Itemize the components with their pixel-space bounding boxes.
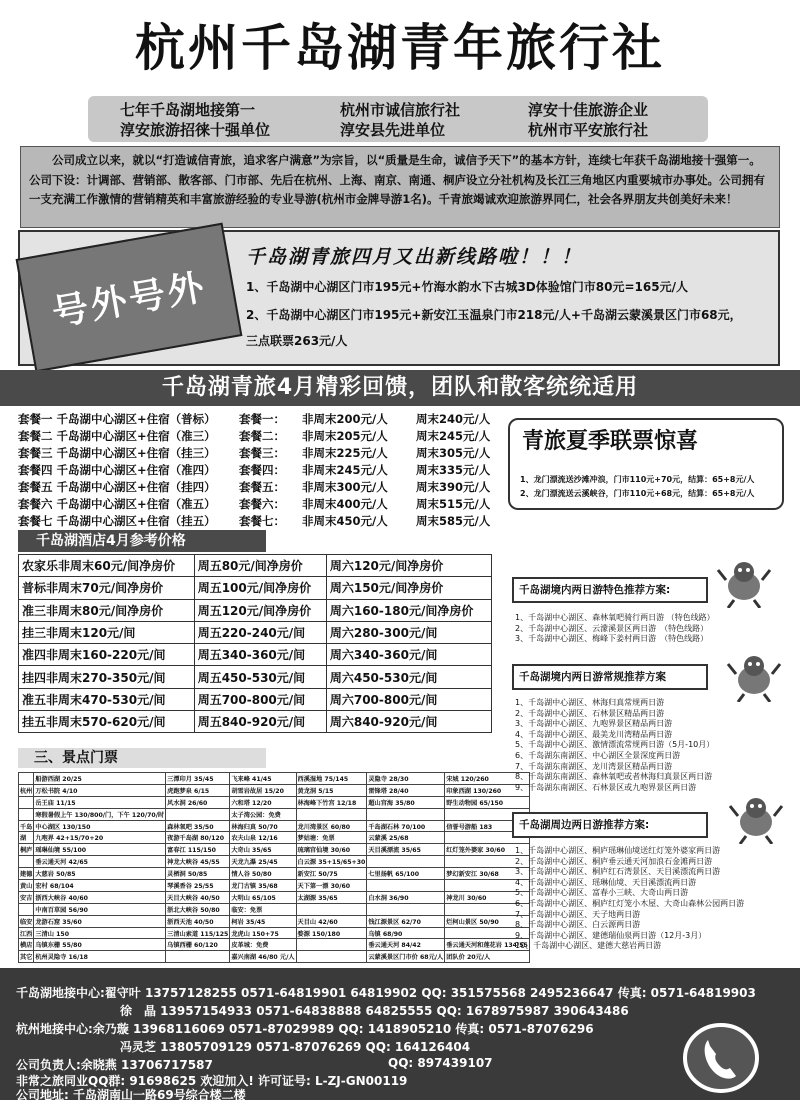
table-cell: 虎跑梦泉 6/15 xyxy=(166,784,230,796)
table-cell: 柯岩 35/45 xyxy=(230,915,296,927)
around-routes-list xyxy=(515,846,790,952)
list-item: 3、千岛湖中心湖区、梅峰下姜村两日游 （特色线路） xyxy=(515,634,709,644)
table-cell xyxy=(296,951,367,963)
table-cell: 浙北大峡谷 50/80 xyxy=(166,903,230,915)
table-cell xyxy=(19,903,34,915)
table-cell: 婺源 150/180 xyxy=(296,927,367,939)
table-cell xyxy=(367,856,445,868)
contact-line-1: 千岛湖地接中心:翟守叶 13757128255 0571-64819901 64819902 QQ: 351575568 2495236647 传真: 0571-64819903 xyxy=(16,986,756,1000)
table-cell: 天龙九瀑 25/45 xyxy=(230,856,296,868)
table-cell: 琴溪香谷 25/55 xyxy=(166,880,230,892)
list-item: 7、千岛湖东南湖区、龙川湾景区精品两日游 xyxy=(515,761,673,771)
extra-headline: 千岛湖青旅四月又出新线路啦！！！ xyxy=(246,246,583,268)
table-row xyxy=(19,927,530,939)
list-item: 5、千岛湖中心湖区、激情漂流常规两日游（5月-10月） xyxy=(515,740,715,750)
table-cell: 天目溪漂流 35/65 xyxy=(367,844,445,856)
table-cell: 临安 xyxy=(19,915,34,927)
table-cell: 乌镇东栅 55/80 xyxy=(34,939,166,951)
table-cell xyxy=(367,903,445,915)
table-row: 农家乐非周末60元/间净房价 周五80元/间净房价 周六120元/间净房价 xyxy=(19,555,492,577)
table-row: 准四非周末160-220元/间 周五340-360元/间 周六340-360元/间 xyxy=(19,644,492,666)
package-row: 套餐三 千岛湖中心湖区+住宿（挂三） 套餐三： 非周末225元/人 周末305元/人 xyxy=(18,446,491,460)
honor-2: 杭州市诚信旅行社 xyxy=(340,101,461,119)
table-row: 挂四非周末270-350元/间 周五450-530元/间 周六450-530元/间 xyxy=(19,666,492,688)
table-cell: 临安：免票 xyxy=(230,903,296,915)
contact-line-3: 杭州地接中心:余乃璇 13968116069 0571-87029989 QQ: 1418905210 传真: 0571-87076296 xyxy=(16,1022,594,1036)
table-cell: 灵隐寺 28/30 xyxy=(367,773,445,785)
table-cell: 印象西湖 130/260 xyxy=(445,784,530,796)
table-cell: 杭州 xyxy=(19,784,34,796)
list-item: 2、千岛湖中心湖区、石林景区精品两日游 xyxy=(515,708,665,718)
table-cell xyxy=(296,903,367,915)
list-item: 9、千岛湖东南湖区、石林景区或九咆界景区两日游 xyxy=(515,782,697,792)
table-cell: 烂柯山景区 50/90 xyxy=(445,915,530,927)
list-item: 1、千岛湖中心湖区、桐庐瑶琳仙境送红灯笼外婆家两日游 xyxy=(515,846,721,855)
list-item: 9、千岛湖中心湖区、建德瑞仙泉两日游（12月-3月） xyxy=(515,930,707,940)
list-item: 2、千岛湖中心湖区、云濛溪景区两日游 （特色线路） xyxy=(515,623,709,633)
table-cell: 琉璃宫仙境 30/60 xyxy=(296,844,367,856)
summer-line-2: 2、龙门漂流送云溪峡谷，门市110元+68元，结算：65+8元/人 xyxy=(520,489,755,498)
extra-badge: 号外号外 xyxy=(16,223,243,373)
contact-line-2: 徐 晶 13957154933 0571-64838888 64825555 QQ: 1678975987 390643486 xyxy=(120,1004,629,1018)
phone-icon xyxy=(682,1022,760,1094)
table-cell: 浙西天池 40/50 xyxy=(166,915,230,927)
table-cell: 乌镇 68/90 xyxy=(367,927,445,939)
table-row xyxy=(19,939,530,951)
package-list xyxy=(18,411,508,530)
table-cell: 林海归真 50/70 xyxy=(230,820,296,832)
table-cell: 农夫山泉 12/16 xyxy=(230,832,296,844)
regular-routes-list xyxy=(515,698,790,793)
list-item: 7、千岛湖中心湖区、天子地两日游 xyxy=(515,909,641,919)
honor-4: 淳安旅游招徕十强单位 xyxy=(120,121,271,139)
table-cell: 岳王庙 11/15 xyxy=(34,796,166,808)
table-row: 准五非周末470-530元/间 周五700-800元/间 周六700-800元/间 xyxy=(19,688,492,710)
list-item: 1、千岛湖中心湖区、林海归真常规两日游 xyxy=(515,698,665,707)
table-row: 普标非周末70元/间净房价 周五100元/间净房价 周六150元/间净房价 xyxy=(19,577,492,599)
extra-news-panel xyxy=(18,230,780,366)
table-row xyxy=(19,784,530,796)
table-cell: 风水洞 26/60 xyxy=(166,796,230,808)
table-cell: 西溪湿地 75/145 xyxy=(296,773,367,785)
table-row xyxy=(19,808,530,820)
list-item: 2、千岛湖中心湖区、桐庐垂云通天河加浪石金滩两日游 xyxy=(515,856,713,866)
extra-line-3: 三点联票263元/人 xyxy=(246,334,348,348)
table-row xyxy=(19,891,530,903)
table-cell: 夜游千岛湖 80/120 xyxy=(166,832,230,844)
table-cell: 大明山 65/105 xyxy=(230,891,296,903)
mascot-icon xyxy=(728,792,784,844)
table-cell: 野生动物园 65/150 xyxy=(445,796,530,808)
contact-panel xyxy=(0,968,800,1100)
table-cell xyxy=(296,939,367,951)
special-routes-title: 千岛湖境内两日游特色推荐方案: xyxy=(512,577,708,603)
table-cell: 钱江源景区 62/70 xyxy=(367,915,445,927)
extra-line-1: 1、千岛湖中心湖区门市195元+竹海水韵水下古城3D体验馆门市80元=165元/人 xyxy=(246,280,688,294)
summer-line-1: 1、龙门漂流送沙滩冲浪，门市110元+70元，结算：65+8元/人 xyxy=(520,475,755,484)
table-cell: 白云源 35+15/65+30 xyxy=(296,856,367,868)
table-row xyxy=(19,820,530,832)
table-cell: 桐庐 xyxy=(19,844,34,856)
table-cell: 天下第一漂 30/60 xyxy=(296,880,367,892)
table-cell: 嘉兴南湖 46/80 元/人 xyxy=(230,951,296,963)
package-row: 套餐二 千岛湖中心湖区+住宿（准三） 套餐二： 非周末205元/人 周末245元/人 xyxy=(18,429,491,443)
package-row: 套餐五 千岛湖中心湖区+住宿（挂四） 套餐五： 非周末300元/人 周末390元/人 xyxy=(18,480,491,494)
table-row xyxy=(19,915,530,927)
list-item: 4、千岛湖中心湖区、最美龙川湾精品两日游 xyxy=(515,729,673,739)
mascot-icon xyxy=(726,650,782,702)
list-item: 4、千岛湖中心湖区、瑶琳仙境、天目溪漂流两日游 xyxy=(515,877,697,887)
table-cell: 林海峰下竹宫 12/18 xyxy=(296,796,367,808)
table-cell: 千岛湖石林 70/100 xyxy=(367,820,445,832)
contact-line-4: 冯灵芝 13805709129 0571-87076269 QQ: 164126404 xyxy=(120,1040,471,1054)
table-cell: 龙川湾景区 60/80 xyxy=(296,820,367,832)
table-cell: 黄山 xyxy=(19,880,34,892)
table-cell: 寒假暑假上午 130/800/门，下午 120/70/时 xyxy=(34,808,166,820)
table-cell: 七里扬帆 65/100 xyxy=(367,868,445,880)
table-cell: 建德 xyxy=(19,868,34,880)
agency-title: 杭州千岛湖青年旅行社 xyxy=(135,19,665,77)
list-item: 8、千岛湖东南湖区、森林氧吧或者林海归真景区两日游 xyxy=(515,772,713,782)
extra-line-2: 2、千岛湖中心湖区门市195元+新安江玉温泉门市218元/人+千岛湖云蒙溪景区门市68元， xyxy=(246,308,742,322)
table-cell: 胡雪岩故居 15/20 xyxy=(230,784,296,796)
table-cell: 三清山 150 xyxy=(34,927,166,939)
table-row: 挂五非周末570-620元/间 周五840-920元/间 周六840-920元/间 xyxy=(19,711,492,733)
list-item: 8、千岛湖中心湖区、白云源两日游 xyxy=(515,920,641,930)
table-cell: 乌镇西栅 60/120 xyxy=(166,939,230,951)
package-row: 套餐六 千岛湖中心湖区+住宿（准五） 套餐六： 非周末400元/人 周末515元/人 xyxy=(18,497,491,511)
table-cell: 神龙大峡谷 45/55 xyxy=(166,856,230,868)
table-cell xyxy=(166,808,230,820)
table-row xyxy=(19,880,530,892)
table-cell: 超山宫海 35/80 xyxy=(367,796,445,808)
table-row xyxy=(19,773,530,785)
table-cell: 飞来峰 41/45 xyxy=(230,773,296,785)
table-cell: 白水洞 36/90 xyxy=(367,891,445,903)
table-cell: 三清山索道 115/125 xyxy=(166,927,230,939)
summer-ticket-box xyxy=(508,418,784,510)
list-item: 5、千岛湖中心湖区、富春小三峡、大奇山两日游 xyxy=(515,888,689,898)
list-item: 3、千岛湖中心湖区、九咆界景区精品两日游 xyxy=(515,719,673,729)
spot-tickets-table xyxy=(18,772,530,963)
table-cell: 船游西湖 20/25 xyxy=(34,773,166,785)
table-cell: 新安江 50/75 xyxy=(296,868,367,880)
table-row xyxy=(19,856,530,868)
table-cell: 森林氧吧 35/50 xyxy=(166,820,230,832)
table-cell: 云蒙溪景区门市价 68元/人 xyxy=(367,951,445,963)
contact-line-5-qq: QQ: 897439107 xyxy=(388,1056,493,1070)
table-cell: 六和塔 12/20 xyxy=(230,796,296,808)
table-cell: 龙虎山 150+75 xyxy=(230,927,296,939)
list-item: 6、千岛湖中心湖区、桐庐红灯笼小木屋、大奇山森林公园两日游 xyxy=(515,898,745,908)
hotel-price-table xyxy=(18,554,492,733)
table-cell xyxy=(367,808,445,820)
table-cell: 黄龙洞 5/15 xyxy=(296,784,367,796)
table-cell: 安吉 xyxy=(19,891,34,903)
table-cell: 三潭印月 35/45 xyxy=(166,773,230,785)
table-cell: 情人谷 50/80 xyxy=(230,868,296,880)
honor-1: 七年千岛湖地接第一 xyxy=(120,101,256,119)
table-cell: 杭州灵隐寺 16/18 xyxy=(34,951,166,963)
contact-line-5: 公司负责人:余晓燕 13706717587 xyxy=(16,1058,213,1072)
table-cell: 宋城 120/260 xyxy=(445,773,530,785)
table-cell: 天目山 42/60 xyxy=(296,915,367,927)
package-row: 套餐四 千岛湖中心湖区+住宿（准四） 套餐四： 非周末245元/人 周末335元/人 xyxy=(18,463,491,477)
table-cell: 垂云通天河和莲花岩 134/55 xyxy=(445,939,530,951)
table-cell: 天目大峡谷 40/50 xyxy=(166,891,230,903)
table-cell: 浙西大峡谷 40/60 xyxy=(34,891,166,903)
table-cell: 灵栖洞 50/85 xyxy=(166,868,230,880)
table-cell: 宏村 68/104 xyxy=(34,880,166,892)
honor-6: 杭州市平安旅行社 xyxy=(528,121,649,139)
company-intro: 公司成立以来，就以“打造诚信青旅，追求客户满意”为宗旨，以“质量是生命，诚信予天下”的基本方针，连续七年获千岛湖地接十强第一。公司下设：计调部、营销部、散客部、门市部、先后在杭州、上海、南京、南通、桐庐设立分社机构及长江三角地区内重要城市办事处。公司拥有一支充满工作激情的营销精英和丰富旅游经验的专业导游(杭州市金牌导游1名)。千青旅竭诚欢迎旅游界同仁，社会各界朋友共创美好未来！ xyxy=(20,146,780,228)
table-cell: 信誉号游船 183 xyxy=(445,820,530,832)
contact-address: 公司地址: 千岛湖南山一路69号综合楼二楼 xyxy=(16,1088,246,1100)
package-row: 套餐七 千岛湖中心湖区+住宿（挂五） 套餐七： 非周末450元/人 周末585元/人 xyxy=(18,514,491,528)
list-item: 10、千岛湖中心湖区、建德大慈岩两日游 xyxy=(515,941,662,951)
table-row xyxy=(19,832,530,844)
table-cell: 其它 xyxy=(19,951,34,963)
mascot-icon xyxy=(716,556,772,608)
table-cell: 大奇山 35/65 xyxy=(230,844,296,856)
hotel-price-title: 千岛湖酒店4月参考价格 xyxy=(18,530,266,552)
table-cell: 红灯笼外婆家 30/60 xyxy=(445,844,530,856)
table-cell: 太湖源 35/65 xyxy=(296,891,367,903)
table-cell xyxy=(296,808,367,820)
list-item: 6、千岛湖东南湖区、中心湖区全景深度两日游 xyxy=(515,750,681,760)
table-cell: 梦幻新安江 30/68 xyxy=(445,868,530,880)
table-row xyxy=(19,844,530,856)
special-routes-list xyxy=(515,613,790,645)
contact-line-6: 非常之旅同业QQ群: 91698625 欢迎加入! 许可证号: L-ZJ-GN00119 xyxy=(16,1074,408,1088)
table-cell: 雷锋塔 28/40 xyxy=(367,784,445,796)
table-row: 挂三非周末120元/间 周五220-240元/间 周六280-300元/间 xyxy=(19,621,492,643)
table-cell: 大慈岩 50/85 xyxy=(34,868,166,880)
table-cell: 中心湖区 130/150 xyxy=(34,820,166,832)
table-cell: 神龙川 30/60 xyxy=(445,891,530,903)
table-cell: 梦姑塘：免票 xyxy=(296,832,367,844)
table-cell: 万松书院 4/10 xyxy=(34,784,166,796)
table-cell: 江西 xyxy=(19,927,34,939)
table-cell: 龙门古镇 35/68 xyxy=(230,880,296,892)
package-row: 套餐一 千岛湖中心湖区+住宿（普标） 套餐一： 非周末200元/人 周末240元/人 xyxy=(18,412,491,426)
table-cell xyxy=(166,951,230,963)
table-row xyxy=(19,951,530,963)
table-cell: 皮革城：免费 xyxy=(230,939,296,951)
table-row xyxy=(19,796,530,808)
around-routes-title: 千岛湖周边两日游推荐方案: xyxy=(512,812,708,838)
table-cell: 瑶琳仙境 55/100 xyxy=(34,844,166,856)
honor-3: 淳安十佳旅游企业 xyxy=(528,101,649,119)
honors-panel xyxy=(88,96,708,142)
table-row: 准三非周末80元/间净房价 周五120元/间净房价 周六160-180元/间净房价 xyxy=(19,599,492,621)
spot-tickets-title: 三、景点门票 xyxy=(18,748,266,768)
table-cell: 云蒙溪 25/68 xyxy=(367,832,445,844)
table-cell xyxy=(19,796,34,808)
table-cell xyxy=(19,808,34,820)
summer-title: 青旅夏季联票惊喜 xyxy=(522,429,699,454)
table-cell: 太子湾公园：免费 xyxy=(230,808,296,820)
table-cell: 龙游石窟 35/60 xyxy=(34,915,166,927)
table-cell xyxy=(19,856,34,868)
table-cell: 千岛 xyxy=(19,820,34,832)
table-row xyxy=(19,868,530,880)
regular-routes-title: 千岛湖境内两日游常规推荐方案 xyxy=(512,664,708,690)
table-cell: 富春江 115/150 xyxy=(166,844,230,856)
promo-banner: 千岛湖青旅4月精彩回馈，团队和散客统统适用 xyxy=(0,370,800,406)
table-cell: 九咆界 42+15/70+20 xyxy=(34,832,166,844)
table-cell: 垂云通天河 42/65 xyxy=(34,856,166,868)
table-cell: 垂云通天河 84/42 xyxy=(367,939,445,951)
table-cell xyxy=(19,773,34,785)
table-cell: 团队价 20元/人 xyxy=(445,951,530,963)
honor-5: 淳安县先进单位 xyxy=(340,121,446,139)
table-cell: 湖 xyxy=(19,832,34,844)
list-item: 3、千岛湖中心湖区、桐庐红石湾景区、天目溪漂流两日游 xyxy=(515,867,721,877)
table-cell: 中南百草园 56/90 xyxy=(34,903,166,915)
list-item: 1、千岛湖中心湖区、森林氧吧骑行两日游 （特色线路） xyxy=(515,613,715,622)
table-cell: 横店 xyxy=(19,939,34,951)
table-row xyxy=(19,903,530,915)
table-cell xyxy=(367,880,445,892)
